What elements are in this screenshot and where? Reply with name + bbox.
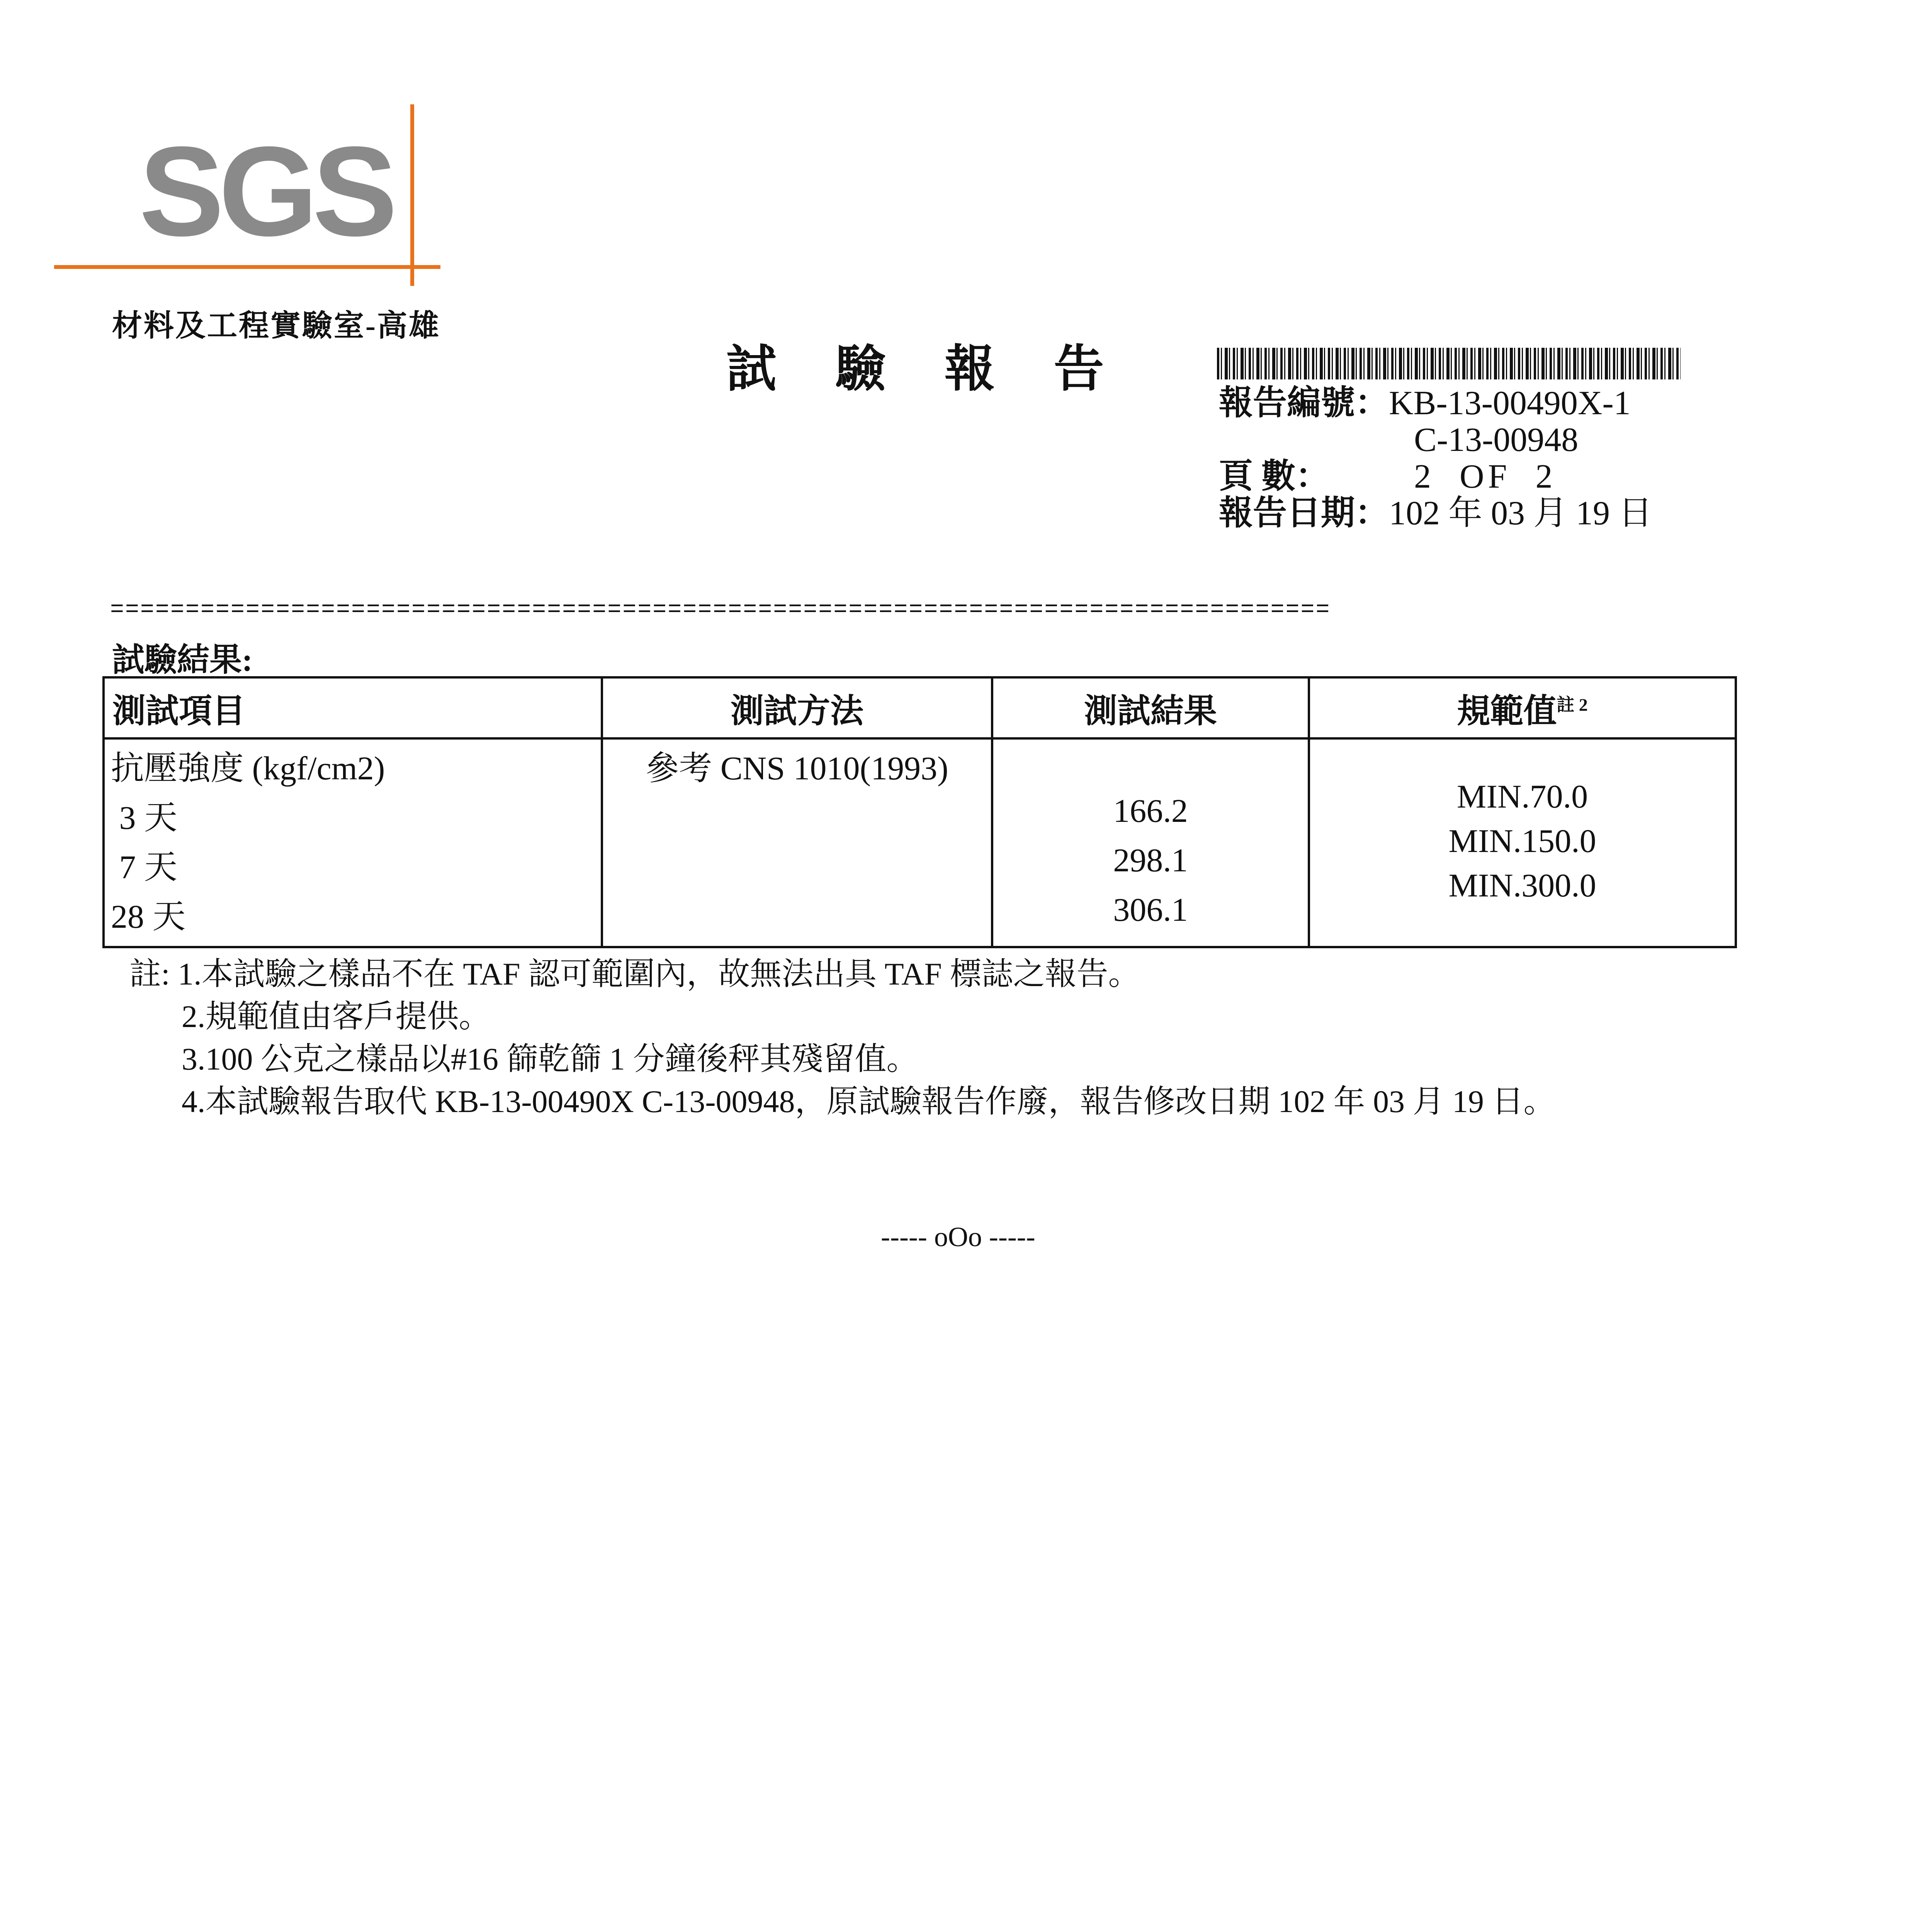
item-line: 7 天 xyxy=(111,849,177,886)
report-number-2: C-13-00948 xyxy=(1414,421,1579,459)
result-value: 306.1 xyxy=(1113,891,1188,928)
column-header-item: 測試項目 xyxy=(104,677,602,738)
note-2: 2.規範值由客戶提供。 xyxy=(182,999,491,1034)
result-cell xyxy=(992,738,1309,947)
spec-header-label: 規範值 xyxy=(1457,692,1557,730)
item-cell xyxy=(104,738,602,947)
result-value: 166.2 xyxy=(1113,792,1188,829)
pages-label: 頁 數： xyxy=(1219,458,1330,495)
results-table xyxy=(102,676,1737,948)
pages-row xyxy=(1219,460,1557,494)
logo-vertical-rule xyxy=(410,104,414,286)
sgs-logo: SGS xyxy=(139,120,392,262)
report-date-row xyxy=(1219,497,1652,531)
results-label: 試驗結果: xyxy=(112,642,253,678)
report-number: KB-13-00490X-1 xyxy=(1389,384,1631,422)
column-header-result: 測試結果 xyxy=(992,677,1309,738)
separator-line: ================================================================================= xyxy=(110,597,1331,623)
item-line: 3 天 xyxy=(111,799,177,836)
result-value: 298.1 xyxy=(1113,842,1188,879)
item-line: 抗壓強度 (kgf/cm2) xyxy=(111,750,385,787)
report-date-label: 報告日期： xyxy=(1219,495,1389,532)
column-header-method: 測試方法 xyxy=(602,677,992,738)
note-4: 4.本試驗報告取代 KB-13-00490X C-13-00948，原試驗報告作廢，報告修改日期 102 年 03 月 19 日。 xyxy=(182,1084,1555,1119)
method-text: 參考 CNS 1010(1993) xyxy=(646,750,948,787)
spec-cell xyxy=(1309,738,1736,947)
method-cell xyxy=(602,738,992,947)
column-header-spec xyxy=(1309,677,1736,738)
item-line: 28 天 xyxy=(111,898,186,935)
barcode xyxy=(1217,348,1681,379)
spec-note-marker: 註 2 xyxy=(1557,695,1588,715)
spec-value: MIN.300.0 xyxy=(1448,867,1596,904)
logo-horizontal-rule xyxy=(54,265,440,269)
note-1: 註: 1.本試驗之樣品不在 TAF 認可範圍內，故無法出具 TAF 標誌之報告。 xyxy=(129,956,1140,992)
spec-value: MIN.70.0 xyxy=(1456,778,1588,815)
report-date: 102 年 03 月 19 日 xyxy=(1389,495,1653,532)
end-mark: ----- oOo ----- xyxy=(881,1221,1035,1252)
table-header-row xyxy=(104,677,1736,738)
note-3: 3.100 公克之樣品以#16 篩乾篩 1 分鐘後秤其殘留值。 xyxy=(182,1041,918,1077)
page-title: 試 驗 報 告 xyxy=(726,342,1127,397)
spec-value: MIN.150.0 xyxy=(1448,822,1596,859)
report-number-label: 報告編號： xyxy=(1219,384,1389,422)
pages-value: 2 OF 2 xyxy=(1414,458,1557,495)
report-number-row xyxy=(1219,386,1631,420)
lab-name: 材料及工程實驗室-高雄 xyxy=(112,309,440,342)
table-row xyxy=(104,738,1736,947)
